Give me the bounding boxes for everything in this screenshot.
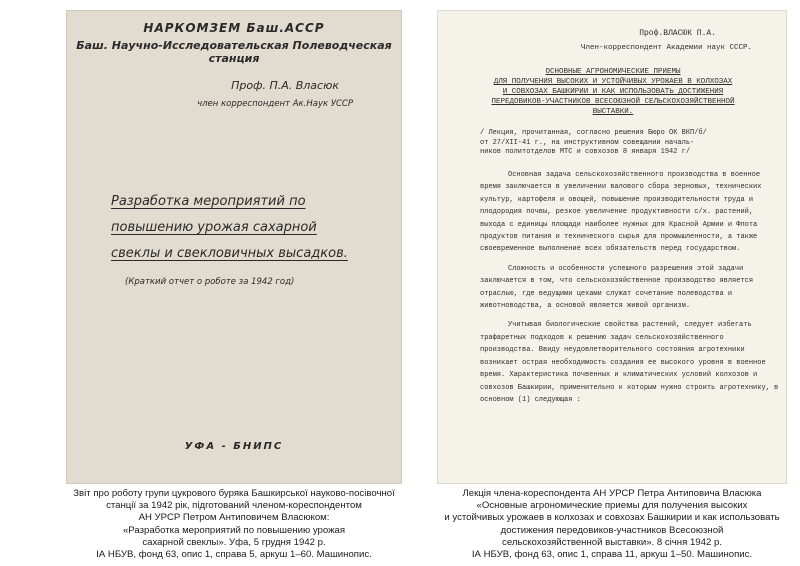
- caption-line: сахарной свеклы». Уфа, 5 грудня 1942 р.: [142, 536, 326, 548]
- report-title-line: повышению урожая сахарной: [111, 220, 317, 235]
- lecture-author-title: Член-корреспондент Академии наук СССР.: [580, 44, 752, 52]
- caption-line: «Основные агрономические приемы для получения высоких: [476, 500, 748, 512]
- org-line-1: НАРКОМЗЕМ Баш.АССР: [143, 21, 325, 35]
- report-place: УФА - БНИПС: [184, 441, 284, 452]
- left-caption: [44, 488, 424, 561]
- lecture-body: [480, 169, 780, 413]
- caption-line: станції за 1942 рік, підготований членом-кореспондентом: [106, 500, 362, 512]
- caption-line: АН УРСР Петром Антиповичем Власюком:: [138, 512, 330, 524]
- caption-line: и устойчивых урожаев в колхозах и совхозах Башкирии и как использовать: [444, 512, 780, 524]
- lecture-title-line: ВЫСТАВКИ.: [592, 108, 634, 116]
- lecture-paragraph: Сложность и особенности успешного разрешения этой задачи заключается в том, что сельскохозяйственное производство является отраслью, где ведущими цехами служат сочетание полеводства и животноводства, а основой является живой организм.: [480, 264, 754, 311]
- lecture-note-line: ников политотделов МТС и совхозов 8 января 1942 г/: [480, 148, 691, 156]
- caption-line: «Разработка мероприятий по повышению урожая: [122, 524, 346, 536]
- lecture-title: [468, 67, 758, 117]
- caption-line: ІА НБУВ, фонд 63, опис 1, справа 5, аркуш 1–60. Машинопис.: [96, 549, 372, 561]
- report-title-line: Разработка мероприятий по: [111, 194, 306, 209]
- lecture-page-scan: [437, 10, 787, 484]
- lecture-title-line: И СОВХОЗАХ БАШКИРИИ И КАК ИСПОЛЬЗОВАТЬ ДОСТИЖЕНИЯ: [502, 88, 724, 96]
- right-caption: [424, 488, 800, 561]
- lecture-title-line: ДЛЯ ПОЛУЧЕНИЯ ВЫСОКИХ И УСТОЙЧИВЫХ УРОЖАЕВ В КОЛХОЗАХ: [493, 78, 733, 86]
- report-title-line: свеклы и свекловичных высадков.: [111, 246, 348, 261]
- lecture-paragraph: Основная задача сельскохозяйственного производства в военное время заключается в увеличении валового сбора зерновых, технических культур, картофеля и овощей, повышение производительности труда и плодородия почвы, резкое увеличение продуктивности с/х. растений, выхода с единицы площади наиболее нужных для Красной Армии и Флота продуктов питания и технического сырья для промышленности, а также своевременное выполнение всех обязательств перед государством.: [480, 171, 762, 254]
- caption-line: Лекція члена-кореспондента АН УРСР Петра Антиповича Власюка: [462, 488, 762, 499]
- lecture-note-line: от 27/XII-41 г., на инструктивном совещании началь-: [480, 138, 695, 147]
- lecture-title-line: ПЕРЕДОВИКОВ-УЧАСТНИКОВ ВСЕСОЮЗНОЙ СЕЛЬСКОХОЗЯЙСТВЕННОЙ: [491, 98, 735, 106]
- lecture-note-line: / Лекция, прочитанная, согласно решения Бюро ОК ВКП/б/: [480, 129, 707, 137]
- author-name: Проф. П.А. Власюк: [231, 79, 339, 92]
- report-cover-scan: [66, 10, 402, 484]
- caption-line: достижения передовиков-участников Всесоюзной: [500, 524, 724, 536]
- lecture-note: [480, 129, 776, 158]
- lecture-paragraph: Учитывая биологические свойства растений, следует избегать трафаретных подходов к решению задач сельскохозяйственного производства. Ввиду неудовлетворительного состояния агротехники возникает острая необходимость создания ее высокого уровня в военное время. Характеристика почвенных и климатических условий колхозов и совхозов Башкирии, применительно к которым нужно строить агротехнику, в основном (1) следующая :: [480, 321, 779, 404]
- caption-line: Звіт про роботу групи цукрового буряка Башкирської науково-посівочної: [73, 488, 395, 499]
- caption-line: ІА НБУВ, фонд 63, опис 1, справа 11, аркуш 1–50. Машинопис.: [471, 549, 753, 561]
- lecture-author: Проф.ВЛАСЮК П.А.: [639, 29, 716, 38]
- lecture-title-line: ОСНОВНЫЕ АГРОНОМИЧЕСКИЕ ПРИЕМЫ: [545, 68, 681, 76]
- report-title: [111, 189, 361, 267]
- author-title: член корреспондент Ак.Наук УССР: [197, 99, 353, 109]
- org-line-2: Баш. Научно-Исследовательская Полеводческая станция: [76, 39, 392, 65]
- report-subtitle: (Краткий отчет о роботе за 1942 год): [125, 277, 295, 287]
- caption-line: сельскохозяйственной выставки». 8 січня 1942 р.: [502, 536, 722, 548]
